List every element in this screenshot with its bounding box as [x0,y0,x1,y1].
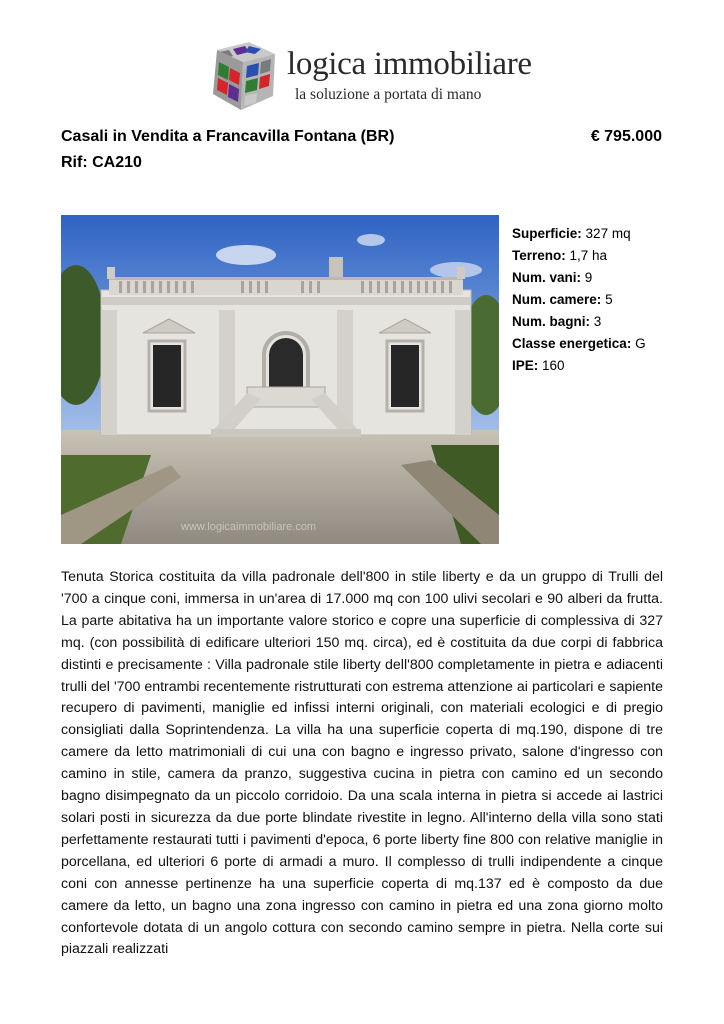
listing-reference: Rif: CA210 [61,154,142,171]
spec-value: G [635,336,646,351]
spec-value: 9 [584,270,593,285]
spec-label: Superficie: [512,226,582,241]
spec-value: 327 mq [585,226,631,241]
spec-value: 160 [542,358,565,373]
spec-label: IPE: [512,358,539,373]
spec-value: 3 [593,314,602,329]
spec-num-bagni [512,311,692,333]
brand-tagline: la soluzione a portata di mano [295,86,482,103]
spec-label: Terreno: [512,248,566,263]
spec-label: Num. bagni: [512,314,590,329]
spec-superficie [512,223,692,245]
spec-num-camere [512,289,692,311]
brand-logo [209,40,532,110]
spec-ipe [512,355,692,377]
villa-illustration [61,215,499,544]
spec-value: 1,7 ha [569,248,608,263]
listing-description: Tenuta Storica costituita da villa padronale dell'800 in stile liberty e da un gruppo di Trulli del '700 a cinque coni, immersa in un'area di 17.000 mq con 100 ulivi secolari e 90 alberi da frutta. La parte abitativa ha un importante valore storico e copre una superficie di complessiva di 327 mq. (con possibilità di edificare ulteriori 150 mq. circa), ed è costituita da due corpi di fabbrica distinti e precisamente : Villa padronale stile liberty dell'800 completamente in pietra e adiacenti trulli del '700 entrambi recentemente ristrutturati con estrema attenzione ai particolari e sapiente recupero di pavimenti, maniglie ed infissi interni originali, con materiali ecologici e di pregio consigliati dalla Soprintendenza. La villa ha una superficie coperta di mq.190, dispone di tre camere da letto matrimoniali di cui una con bagno e ingresso privato, salone d'ingresso con camino in stile, camera da pranzo, suggestiva cucina in pietra con camino ed un secondo bagno disimpegnato da un piccolo corridoio. Da una scala interna in pietra si accede ai lastrici solari posti in sicurezza da due porte blindate rivestite in legno. All'interno della villa sono stati perfettamente restaurati tutti i pavimenti d'epoca, 6 porte liberty fine 800 con relative maniglie in porcellana, ed ulteriori 6 porte di armadi a muro. Il complesso di trulli indipendente a cinque coni con annesse pertinenze ha una superficie coperta di mq.137 ed è composto da due camere da letto, un bagno una zona ingresso con camino in pietra ed una zona giorno molto confortevole dotata di un angolo cottura con secondo camino sempre in pietra. Nella corte sui piazzali realizzati [61,569,663,958]
spec-value: 5 [605,292,613,307]
spec-label: Classe energetica: [512,336,632,351]
spec-label: Num. vani: [512,270,582,285]
listing-price: € 795.000 [590,128,662,145]
spec-num-vani [512,267,692,289]
listing-title: Casali in Vendita a Francavilla Fontana (BR) [61,128,395,145]
property-specs [512,223,692,377]
photo-watermark: www.logicaimmobiliare.com [181,521,317,533]
brand-name: logica immobiliare [287,46,532,82]
spec-terreno [512,245,692,267]
property-photo [61,215,499,544]
spec-classe-energetica [512,333,692,355]
spec-label: Num. camere: [512,292,602,307]
cube-logo-icon [209,40,281,112]
